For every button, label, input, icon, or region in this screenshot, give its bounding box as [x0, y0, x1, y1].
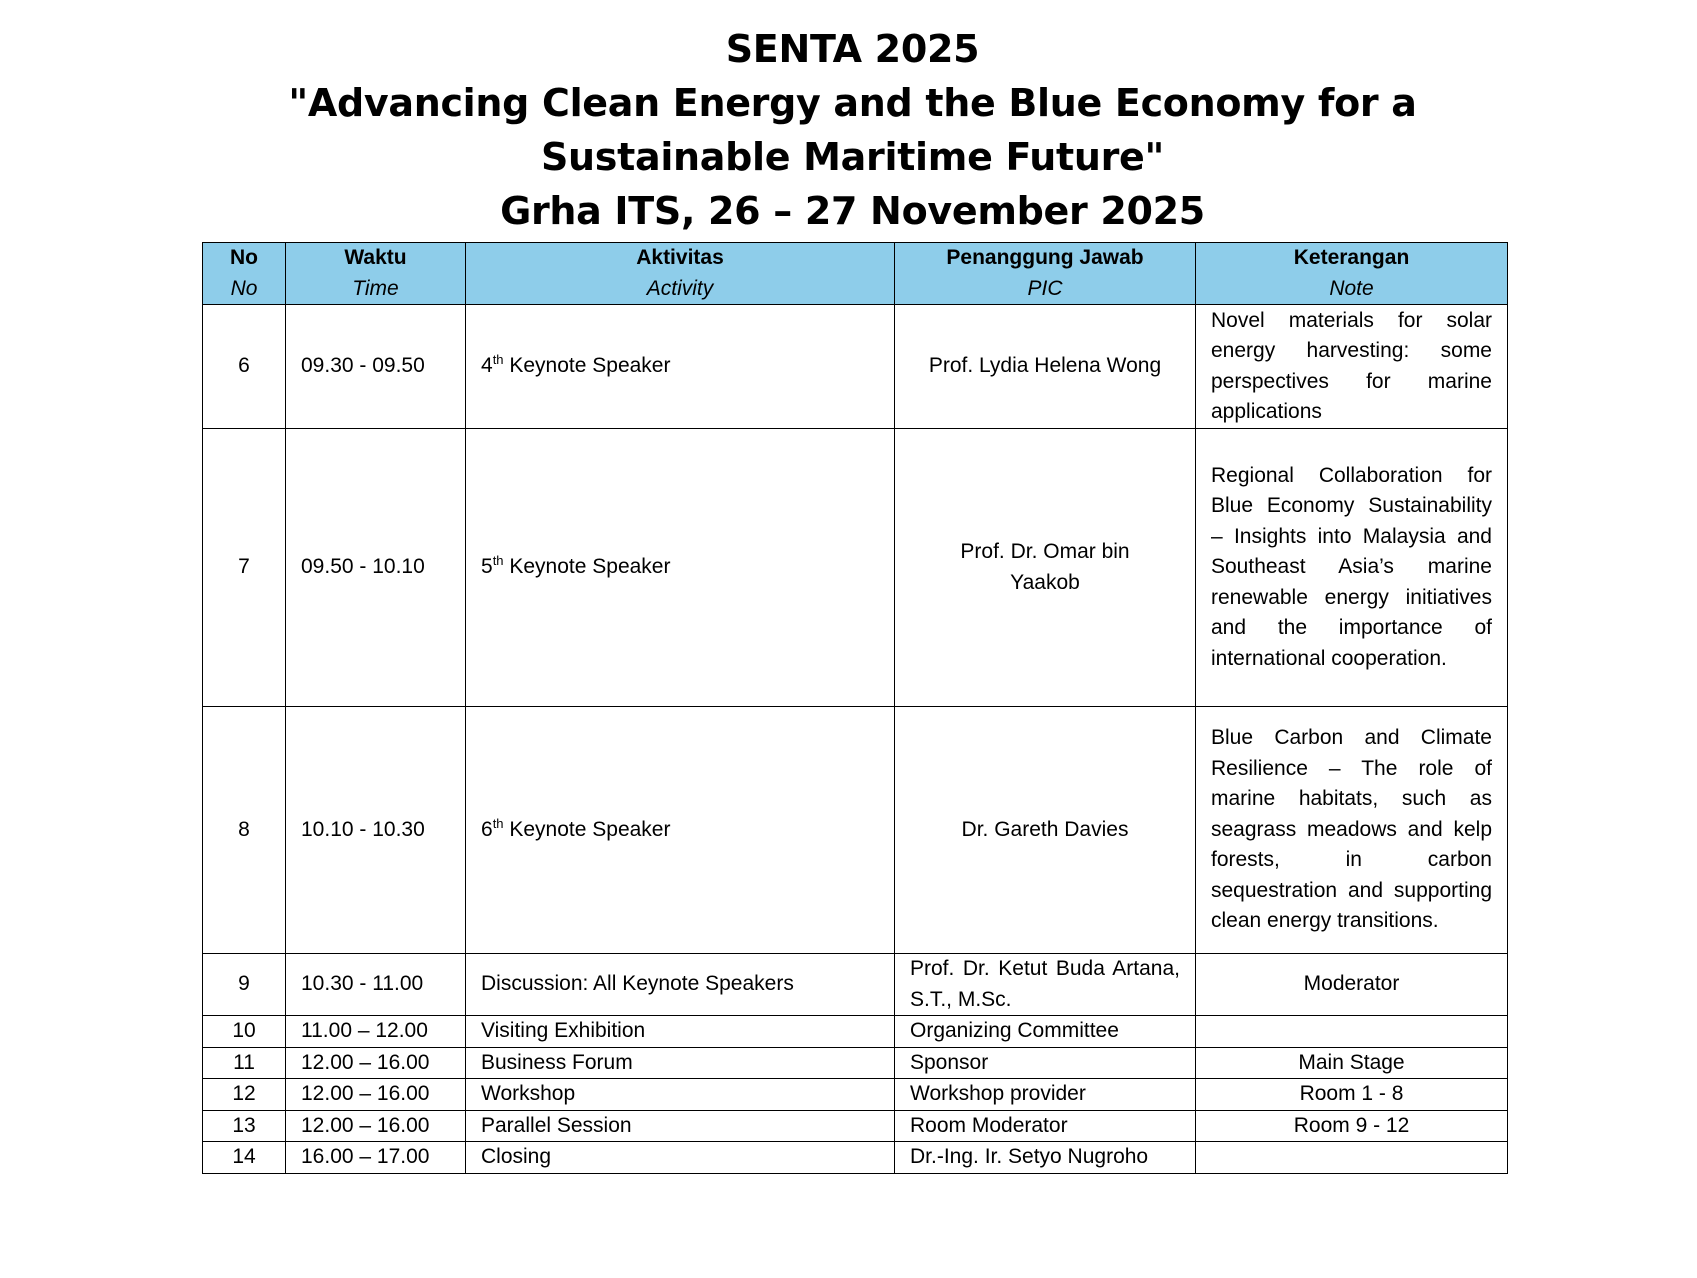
table-row — [203, 1142, 1508, 1174]
cell-time: 09.50 - 10.10 — [286, 429, 466, 707]
activity-text: Keynote Speaker — [503, 817, 671, 841]
activity-text: Keynote Speaker — [503, 555, 671, 579]
cell-note: Room 9 - 12 — [1196, 1110, 1508, 1142]
document-title — [200, 22, 1505, 238]
column-header-time — [286, 243, 466, 305]
table-row — [203, 1047, 1508, 1079]
cell-no: 14 — [203, 1142, 286, 1174]
table-row — [203, 429, 1508, 707]
cell-time: 10.30 - 11.00 — [286, 954, 466, 1016]
cell-time: 10.10 - 10.30 — [286, 707, 466, 954]
schedule-table — [202, 242, 1508, 1174]
cell-activity: Business Forum — [466, 1047, 895, 1079]
cell-note: Moderator — [1196, 954, 1508, 1016]
column-header-label: Penanggung Jawab — [946, 246, 1144, 269]
table-row — [203, 707, 1508, 954]
cell-no: 9 — [203, 954, 286, 1016]
cell-activity — [466, 305, 895, 429]
column-header-label: No — [230, 246, 258, 269]
title-event-name: SENTA 2025 — [725, 27, 980, 71]
cell-no: 11 — [203, 1047, 286, 1079]
table-row — [203, 1110, 1508, 1142]
cell-time: 12.00 – 16.00 — [286, 1079, 466, 1111]
cell-note — [1196, 1016, 1508, 1048]
cell-activity: Workshop — [466, 1079, 895, 1111]
column-header-translation: Activity — [646, 276, 714, 300]
cell-activity: Closing — [466, 1142, 895, 1174]
cell-no: 12 — [203, 1079, 286, 1111]
column-header-label: Aktivitas — [636, 246, 724, 269]
cell-no: 10 — [203, 1016, 286, 1048]
column-header-translation: No — [230, 276, 258, 300]
column-header-label: Keterangan — [1293, 246, 1410, 269]
cell-pic: Workshop provider — [895, 1079, 1196, 1111]
column-header-translation: PIC — [1027, 276, 1063, 300]
cell-time: 16.00 – 17.00 — [286, 1142, 466, 1174]
column-header-no — [203, 243, 286, 305]
cell-time: 12.00 – 16.00 — [286, 1110, 466, 1142]
cell-note: Room 1 - 8 — [1196, 1079, 1508, 1111]
cell-activity: Parallel Session — [466, 1110, 895, 1142]
cell-time: 11.00 – 12.00 — [286, 1016, 466, 1048]
cell-note: Main Stage — [1196, 1047, 1508, 1079]
table-row — [203, 1016, 1508, 1048]
cell-activity: Visiting Exhibition — [466, 1016, 895, 1048]
title-theme-line-1: "Advancing Clean Energy and the Blue Economy for a — [288, 81, 1417, 125]
cell-no: 13 — [203, 1110, 286, 1142]
cell-note: Novel materials for solar energy harvesting: some perspectives for marine applications — [1196, 305, 1508, 429]
cell-pic: Room Moderator — [895, 1110, 1196, 1142]
cell-no: 7 — [203, 429, 286, 707]
cell-pic: Organizing Committee — [895, 1016, 1196, 1048]
cell-activity — [466, 429, 895, 707]
cell-activity: Discussion: All Keynote Speakers — [466, 954, 895, 1016]
column-header-note — [1196, 243, 1508, 305]
cell-time: 09.30 - 09.50 — [286, 305, 466, 429]
column-header-translation: Note — [1329, 276, 1374, 300]
cell-pic: Dr. Gareth Davies — [895, 707, 1196, 954]
table-row — [203, 1079, 1508, 1111]
cell-no: 8 — [203, 707, 286, 954]
cell-note — [1196, 1142, 1508, 1174]
column-header-label: Waktu — [344, 246, 407, 269]
cell-pic: Dr.-Ing. Ir. Setyo Nugroho — [895, 1142, 1196, 1174]
cell-time: 12.00 – 16.00 — [286, 1047, 466, 1079]
table-header-row — [203, 243, 1508, 305]
column-header-pic — [895, 243, 1196, 305]
title-theme-line-2: Sustainable Maritime Future" — [540, 135, 1165, 179]
activity-ordinal-suffix: th — [492, 352, 504, 368]
activity-ordinal: 6 — [481, 817, 493, 841]
table-row — [203, 305, 1508, 429]
cell-no: 6 — [203, 305, 286, 429]
cell-pic: Prof. Dr. Ketut Buda Artana, S.T., M.Sc. — [895, 954, 1196, 1016]
activity-ordinal-suffix: th — [492, 815, 504, 831]
cell-note: Blue Carbon and Climate Resilience – The role of marine habitats, such as seagrass meadows and kelp forests, in carbon sequestration and supporting clean energy transitions. — [1196, 707, 1508, 954]
activity-ordinal: 5 — [481, 555, 493, 579]
cell-note: Regional Collaboration for Blue Economy Sustainability – Insights into Malaysia and Southeast Asia’s marine renewable energy initiatives and the importance of international cooperation. — [1196, 429, 1508, 707]
activity-ordinal-suffix: th — [492, 553, 504, 569]
column-header-translation: Time — [352, 276, 399, 300]
activity-ordinal: 4 — [481, 354, 493, 378]
table-row — [203, 954, 1508, 1016]
activity-text: Keynote Speaker — [503, 354, 671, 378]
title-venue-date: Grha ITS, 26 – 27 November 2025 — [500, 189, 1205, 233]
column-header-activity — [466, 243, 895, 305]
cell-pic: Prof. Lydia Helena Wong — [895, 305, 1196, 429]
cell-pic: Sponsor — [895, 1047, 1196, 1079]
cell-activity — [466, 707, 895, 954]
cell-pic: Prof. Dr. Omar bin Yaakob — [895, 429, 1196, 707]
